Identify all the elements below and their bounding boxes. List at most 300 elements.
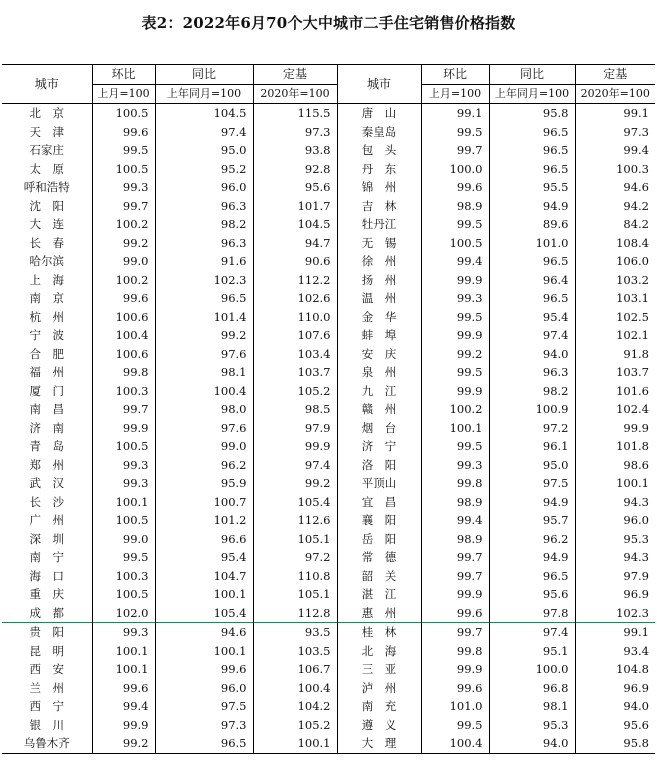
- header-city-left: 城市: [2, 65, 92, 104]
- base-value-right: 102.5: [575, 308, 655, 327]
- yoy-value-left: 97.6: [155, 345, 253, 364]
- mom-value-right: 100.4: [421, 734, 489, 753]
- yoy-value-right: 96.5: [489, 160, 575, 179]
- mom-value-right: 99.1: [421, 104, 489, 123]
- header-yoy-sub-right: 上年同月=100: [489, 84, 575, 104]
- table-row: [2, 474, 655, 493]
- mom-value-left: 100.3: [92, 567, 155, 586]
- yoy-value-left: 101.2: [155, 511, 253, 530]
- city-name-right: 济 宁: [337, 437, 421, 456]
- mom-value-left: 99.3: [92, 178, 155, 197]
- table-row: [2, 530, 655, 549]
- mom-value-right: 99.8: [421, 642, 489, 661]
- header-city-right: 城市: [337, 65, 421, 104]
- table-row: [2, 456, 655, 475]
- city-name-right: 南 充: [337, 697, 421, 716]
- mom-value-right: 101.0: [421, 697, 489, 716]
- table-row: [2, 363, 655, 382]
- city-name-right: 常 德: [337, 548, 421, 567]
- base-value-left: 90.6: [253, 252, 337, 271]
- base-value-right: 102.1: [575, 326, 655, 345]
- yoy-value-left: 98.2: [155, 215, 253, 234]
- yoy-value-right: 95.8: [489, 104, 575, 123]
- table-row: [2, 511, 655, 530]
- yoy-value-left: 97.3: [155, 716, 253, 735]
- mom-value-left: 102.0: [92, 604, 155, 623]
- base-value-right: 102.3: [575, 604, 655, 623]
- city-name-right: 金 华: [337, 308, 421, 327]
- city-name-left: 哈尔滨: [29, 254, 64, 268]
- header-row-sub: [2, 84, 655, 104]
- price-index-table: [2, 64, 655, 754]
- mom-value-left: 100.5: [92, 511, 155, 530]
- yoy-value-right: 100.0: [489, 660, 575, 679]
- header-mom-right: 环比: [421, 65, 489, 85]
- base-value-right: 99.1: [575, 104, 655, 123]
- base-value-right: 103.1: [575, 289, 655, 308]
- header-base-right: 定基: [575, 65, 655, 85]
- base-value-right: 96.9: [575, 585, 655, 604]
- yoy-value-left: 95.4: [155, 548, 253, 567]
- base-value-left: 110.8: [253, 567, 337, 586]
- city-name-left: 长 沙: [29, 494, 64, 509]
- base-value-left: 112.8: [253, 604, 337, 623]
- city-name-left: 厦 门: [29, 383, 64, 398]
- mom-value-right: 99.5: [421, 716, 489, 735]
- mom-value-right: 99.3: [421, 456, 489, 475]
- yoy-value-left: 102.3: [155, 271, 253, 290]
- table-row: [2, 567, 655, 586]
- mom-value-left: 100.5: [92, 437, 155, 456]
- mom-value-right: 99.5: [421, 215, 489, 234]
- mom-value-right: 100.0: [421, 160, 489, 179]
- table-row: [2, 271, 655, 290]
- base-value-left: 115.5: [253, 104, 337, 123]
- base-value-right: 93.4: [575, 642, 655, 661]
- mom-value-right: 99.6: [421, 604, 489, 623]
- mom-value-left: 99.7: [92, 197, 155, 216]
- mom-value-left: 99.4: [92, 697, 155, 716]
- base-value-right: 95.8: [575, 734, 655, 753]
- yoy-value-right: 97.4: [489, 623, 575, 642]
- base-value-right: 101.6: [575, 382, 655, 401]
- yoy-value-right: 97.5: [489, 474, 575, 493]
- yoy-value-left: 105.4: [155, 604, 253, 623]
- base-value-left: 98.5: [253, 400, 337, 419]
- mom-value-left: 99.3: [92, 474, 155, 493]
- yoy-value-right: 96.8: [489, 679, 575, 698]
- table-row: [2, 123, 655, 142]
- yoy-value-right: 95.5: [489, 178, 575, 197]
- city-name-left: 南 宁: [29, 550, 64, 564]
- city-name-right: 扬 州: [337, 271, 421, 290]
- city-name-right: 赣 州: [337, 400, 421, 419]
- yoy-value-right: 95.1: [489, 642, 575, 661]
- city-name-right: 桂 林: [337, 623, 421, 642]
- city-name-left: 重 庆: [29, 587, 64, 601]
- mom-value-right: 99.3: [421, 289, 489, 308]
- yoy-value-right: 94.9: [489, 493, 575, 512]
- city-name-right: 泸 州: [337, 679, 421, 698]
- base-value-right: 97.3: [575, 123, 655, 142]
- table-row: [2, 604, 655, 623]
- yoy-value-left: 96.2: [155, 456, 253, 475]
- mom-value-left: 100.2: [92, 215, 155, 234]
- header-base-left: 定基: [253, 65, 337, 85]
- yoy-value-left: 101.4: [155, 308, 253, 327]
- city-name-left: 济 南: [29, 420, 64, 435]
- base-value-left: 104.5: [253, 215, 337, 234]
- yoy-value-right: 98.2: [489, 382, 575, 401]
- table-row: [2, 419, 655, 438]
- base-value-left: 100.1: [253, 734, 337, 753]
- city-name-left: 西 宁: [29, 699, 64, 713]
- city-name-left: 广 州: [29, 513, 64, 527]
- yoy-value-left: 97.4: [155, 123, 253, 142]
- base-value-right: 94.3: [575, 548, 655, 567]
- base-value-left: 105.1: [253, 530, 337, 549]
- base-value-right: 106.0: [575, 252, 655, 271]
- yoy-value-left: 96.0: [155, 178, 253, 197]
- table-row: [2, 326, 655, 345]
- mom-value-right: 99.2: [421, 345, 489, 364]
- yoy-value-left: 97.5: [155, 697, 253, 716]
- table-row: [2, 308, 655, 327]
- table-row: [2, 234, 655, 253]
- yoy-value-left: 98.1: [155, 363, 253, 382]
- table-row: [2, 178, 655, 197]
- city-name-left: 太 原: [29, 161, 64, 176]
- city-name-right: 三 亚: [337, 660, 421, 679]
- city-name-right: 北 海: [337, 642, 421, 661]
- mom-value-left: 100.5: [92, 104, 155, 123]
- yoy-value-left: 95.2: [155, 160, 253, 179]
- base-value-left: 106.7: [253, 660, 337, 679]
- yoy-value-right: 94.0: [489, 734, 575, 753]
- base-value-right: 95.6: [575, 716, 655, 735]
- base-value-right: 99.9: [575, 419, 655, 438]
- mom-value-right: 99.5: [421, 308, 489, 327]
- base-value-right: 101.8: [575, 437, 655, 456]
- yoy-value-right: 94.9: [489, 197, 575, 216]
- mom-value-left: 100.5: [92, 160, 155, 179]
- mom-value-left: 100.1: [92, 660, 155, 679]
- table-row: [2, 382, 655, 401]
- city-name-left: 天 津: [29, 124, 64, 139]
- yoy-value-left: 96.6: [155, 530, 253, 549]
- base-value-left: 104.2: [253, 697, 337, 716]
- base-value-left: 95.6: [253, 178, 337, 197]
- city-name-right: 锦 州: [337, 178, 421, 197]
- city-name-right: 秦皇岛: [337, 123, 421, 142]
- city-name-right: 湛 江: [337, 585, 421, 604]
- yoy-value-right: 96.3: [489, 363, 575, 382]
- yoy-value-left: 104.5: [155, 104, 253, 123]
- header-mom-sub-right: 上月=100: [421, 84, 489, 104]
- city-name-right: 九 江: [337, 382, 421, 401]
- base-value-left: 92.8: [253, 160, 337, 179]
- yoy-value-right: 101.0: [489, 234, 575, 253]
- table-row: [2, 437, 655, 456]
- city-name-right: 吉 林: [337, 197, 421, 216]
- base-value-left: 93.8: [253, 141, 337, 160]
- base-value-right: 96.0: [575, 511, 655, 530]
- base-value-right: 91.8: [575, 345, 655, 364]
- mom-value-right: 98.9: [421, 530, 489, 549]
- city-name-right: 襄 阳: [337, 511, 421, 530]
- base-value-left: 112.6: [253, 511, 337, 530]
- mom-value-right: 99.4: [421, 511, 489, 530]
- mom-value-left: 99.5: [92, 548, 155, 567]
- header-yoy-sub-left: 上年同月=100: [155, 84, 253, 104]
- base-value-left: 105.4: [253, 493, 337, 512]
- yoy-value-right: 95.0: [489, 456, 575, 475]
- yoy-value-left: 98.0: [155, 400, 253, 419]
- table-row: [2, 104, 655, 123]
- base-value-right: 94.0: [575, 697, 655, 716]
- mom-value-left: 100.6: [92, 345, 155, 364]
- mom-value-right: 100.1: [421, 419, 489, 438]
- city-name-left: 海 口: [29, 568, 64, 583]
- base-value-left: 93.5: [253, 623, 337, 642]
- base-value-left: 102.6: [253, 289, 337, 308]
- yoy-value-right: 100.9: [489, 400, 575, 419]
- city-name-left: 石家庄: [29, 143, 64, 157]
- mom-value-right: 99.5: [421, 123, 489, 142]
- table-row: [2, 642, 655, 661]
- city-name-left: 成 都: [29, 605, 64, 620]
- table-row: [2, 734, 655, 753]
- mom-value-right: 99.8: [421, 474, 489, 493]
- page-title: 表2：2022年6月70个大中城市二手住宅销售价格指数: [141, 14, 516, 32]
- yoy-value-left: 95.9: [155, 474, 253, 493]
- yoy-value-right: 96.5: [489, 123, 575, 142]
- mom-value-right: 99.9: [421, 585, 489, 604]
- header-base-sub-right: 2020年=100: [575, 84, 655, 104]
- base-value-right: 97.9: [575, 567, 655, 586]
- city-name-right: 洛 阳: [337, 456, 421, 475]
- yoy-value-right: 96.4: [489, 271, 575, 290]
- mom-value-right: 100.5: [421, 234, 489, 253]
- base-value-left: 105.1: [253, 585, 337, 604]
- base-value-left: 105.2: [253, 382, 337, 401]
- city-name-right: 岳 阳: [337, 530, 421, 549]
- mom-value-right: 99.6: [421, 178, 489, 197]
- base-value-right: 94.3: [575, 493, 655, 512]
- yoy-value-right: 96.5: [489, 289, 575, 308]
- mom-value-left: 99.6: [92, 123, 155, 142]
- city-name-right: 蚌 埠: [337, 326, 421, 345]
- mom-value-right: 100.2: [421, 400, 489, 419]
- mom-value-left: 99.2: [92, 234, 155, 253]
- table-row: [2, 697, 655, 716]
- yoy-value-left: 96.3: [155, 197, 253, 216]
- yoy-value-left: 99.6: [155, 660, 253, 679]
- base-value-left: 97.3: [253, 123, 337, 142]
- yoy-value-left: 99.2: [155, 326, 253, 345]
- yoy-value-right: 95.4: [489, 308, 575, 327]
- yoy-value-right: 95.7: [489, 511, 575, 530]
- yoy-value-right: 94.9: [489, 548, 575, 567]
- base-value-left: 97.4: [253, 456, 337, 475]
- mom-value-left: 99.9: [92, 419, 155, 438]
- header-yoy-left: 同比: [155, 65, 253, 85]
- yoy-value-right: 96.1: [489, 437, 575, 456]
- mom-value-left: 99.3: [92, 456, 155, 475]
- base-value-left: 103.4: [253, 345, 337, 364]
- mom-value-left: 99.7: [92, 400, 155, 419]
- base-value-right: 96.9: [575, 679, 655, 698]
- yoy-value-right: 95.6: [489, 585, 575, 604]
- base-value-right: 94.2: [575, 197, 655, 216]
- yoy-value-right: 96.5: [489, 252, 575, 271]
- base-value-right: 103.7: [575, 363, 655, 382]
- city-name-left: 武 汉: [29, 476, 64, 490]
- base-value-left: 103.5: [253, 642, 337, 661]
- city-name-right: 大 理: [337, 734, 421, 753]
- city-name-left: 银 川: [29, 717, 64, 732]
- city-name-left: 南 京: [29, 291, 64, 305]
- city-name-right: 牡丹江: [337, 215, 421, 234]
- city-name-left: 呼和浩特: [23, 180, 70, 194]
- city-name-right: 泉 州: [337, 363, 421, 382]
- yoy-value-right: 96.5: [489, 141, 575, 160]
- city-name-left: 深 圳: [29, 531, 64, 546]
- base-value-left: 94.7: [253, 234, 337, 253]
- city-name-right: 唐 山: [337, 104, 421, 123]
- base-value-left: 99.2: [253, 474, 337, 493]
- header-base-sub-left: 2020年=100: [253, 84, 337, 104]
- header-mom-sub-left: 上月=100: [92, 84, 155, 104]
- base-value-right: 103.2: [575, 271, 655, 290]
- city-name-right: 遵 义: [337, 716, 421, 735]
- base-value-right: 94.6: [575, 178, 655, 197]
- city-name-right: 丹 东: [337, 160, 421, 179]
- mom-value-left: 99.9: [92, 716, 155, 735]
- yoy-value-right: 98.1: [489, 697, 575, 716]
- table-row: [2, 141, 655, 160]
- city-name-right: 韶 关: [337, 567, 421, 586]
- base-value-left: 99.9: [253, 437, 337, 456]
- mom-value-left: 99.2: [92, 734, 155, 753]
- table-row: [2, 660, 655, 679]
- base-value-left: 103.7: [253, 363, 337, 382]
- yoy-value-left: 97.6: [155, 419, 253, 438]
- table-row: [2, 679, 655, 698]
- mom-value-left: 99.6: [92, 679, 155, 698]
- city-name-right: 无 锡: [337, 234, 421, 253]
- city-name-right: 包 头: [337, 141, 421, 160]
- mom-value-right: 99.9: [421, 382, 489, 401]
- yoy-value-left: 100.1: [155, 642, 253, 661]
- city-name-right: 徐 州: [337, 252, 421, 271]
- mom-value-right: 99.6: [421, 679, 489, 698]
- yoy-value-left: 99.0: [155, 437, 253, 456]
- header-yoy-right: 同比: [489, 65, 575, 85]
- yoy-value-right: 97.4: [489, 326, 575, 345]
- yoy-value-left: 100.1: [155, 585, 253, 604]
- yoy-value-right: 89.6: [489, 215, 575, 234]
- base-value-left: 112.2: [253, 271, 337, 290]
- mom-value-left: 99.6: [92, 289, 155, 308]
- table-row: [2, 197, 655, 216]
- base-value-right: 99.1: [575, 623, 655, 642]
- header-mom-left: 环比: [92, 65, 155, 85]
- base-value-right: 100.3: [575, 160, 655, 179]
- city-name-left: 兰 州: [29, 680, 64, 695]
- base-value-left: 105.2: [253, 716, 337, 735]
- city-name-right: 平顶山: [337, 474, 421, 493]
- base-value-left: 101.7: [253, 197, 337, 216]
- yoy-value-right: 96.5: [489, 567, 575, 586]
- table-row: [2, 493, 655, 512]
- table-row: [2, 400, 655, 419]
- base-value-right: 108.4: [575, 234, 655, 253]
- city-name-right: 安 庆: [337, 345, 421, 364]
- yoy-value-right: 97.8: [489, 604, 575, 623]
- yoy-value-left: 96.5: [155, 289, 253, 308]
- yoy-value-right: 96.2: [489, 530, 575, 549]
- table-row: [2, 160, 655, 179]
- mom-value-left: 100.3: [92, 382, 155, 401]
- table-row: [2, 548, 655, 567]
- base-value-left: 107.6: [253, 326, 337, 345]
- table-row: [2, 585, 655, 604]
- city-name-left: 郑 州: [29, 457, 64, 472]
- base-value-right: 100.1: [575, 474, 655, 493]
- base-value-right: 102.4: [575, 400, 655, 419]
- yoy-value-left: 94.6: [155, 623, 253, 642]
- mom-value-left: 99.0: [92, 530, 155, 549]
- city-name-left: 宁 波: [29, 328, 64, 342]
- yoy-value-left: 95.0: [155, 141, 253, 160]
- mom-value-left: 99.5: [92, 141, 155, 160]
- mom-value-left: 99.0: [92, 252, 155, 271]
- yoy-value-right: 97.2: [489, 419, 575, 438]
- mom-value-right: 99.5: [421, 437, 489, 456]
- header-row-top: [2, 65, 655, 85]
- yoy-value-right: 94.0: [489, 345, 575, 364]
- table-row: [2, 716, 655, 735]
- base-value-left: 100.4: [253, 679, 337, 698]
- base-value-right: 104.8: [575, 660, 655, 679]
- yoy-value-left: 91.6: [155, 252, 253, 271]
- mom-value-left: 100.1: [92, 493, 155, 512]
- mom-value-left: 100.2: [92, 271, 155, 290]
- mom-value-right: 99.9: [421, 326, 489, 345]
- city-name-left: 南 昌: [29, 402, 64, 416]
- city-name-left: 北 京: [29, 106, 64, 120]
- mom-value-left: 99.3: [92, 623, 155, 642]
- mom-value-left: 100.5: [92, 585, 155, 604]
- table-row: [2, 252, 655, 271]
- city-name-left: 西 安: [29, 662, 64, 676]
- base-value-right: 98.6: [575, 456, 655, 475]
- city-name-right: 惠 州: [337, 604, 421, 623]
- table-row: [2, 623, 655, 642]
- mom-value-right: 99.7: [421, 548, 489, 567]
- yoy-value-left: 96.3: [155, 234, 253, 253]
- city-name-left: 长 春: [29, 235, 64, 250]
- city-name-left: 昆 明: [29, 643, 64, 658]
- mom-value-left: 100.1: [92, 642, 155, 661]
- mom-value-right: 99.7: [421, 623, 489, 642]
- mom-value-left: 100.6: [92, 308, 155, 327]
- city-name-left: 大 连: [29, 217, 64, 231]
- mom-value-right: 99.7: [421, 567, 489, 586]
- city-name-left: 福 州: [29, 365, 64, 379]
- city-name-left: 沈 阳: [29, 198, 64, 213]
